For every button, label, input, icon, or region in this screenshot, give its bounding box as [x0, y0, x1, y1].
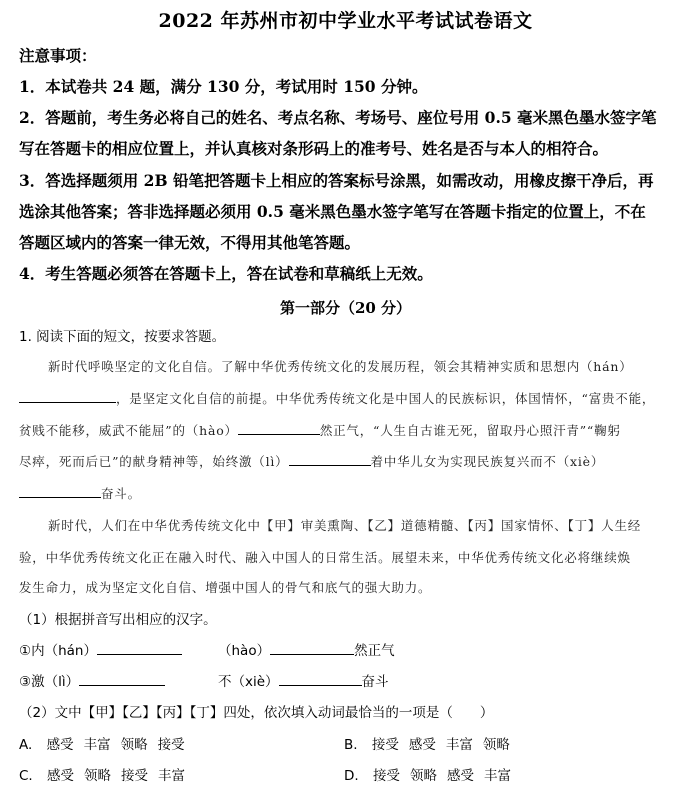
- answer-blank[interactable]: [289, 453, 371, 466]
- passage-line: 尽瘁，死而后已”的献身精神等，始终激（lì） 着中华儿女为实现民族复兴而不（xiè）: [19, 454, 605, 469]
- passage-line: 验，中华优秀传统文化正在融入时代、融入中国人的日常生活。展望未来，中华优秀传统文化必将继续焕: [19, 550, 631, 565]
- notice-heading: 注意事项：: [19, 46, 97, 65]
- passage-line: 奋斗。: [19, 484, 141, 502]
- question-1-prompt: 1. 阅读下面的短文，按要求答题。: [19, 329, 226, 345]
- notice-item: 2．答题前，考生务必将自己的姓名、考点名称、考场号、座位号用 0.5 毫米黑色墨水签字笔: [19, 108, 657, 127]
- passage-line: ，是坚定文化自信的前提。中华优秀传统文化是中国人的民族标识，体国情怀，“富贵不能，: [19, 389, 655, 407]
- pinyin-row: 不（xiè） 奋斗: [218, 674, 389, 690]
- exam-title: 2022 年苏州市初中学业水平考试试卷语文: [158, 10, 533, 32]
- option-d[interactable]: D. 接受 领略 感受 丰富: [344, 768, 511, 784]
- notice-item: 1．本试卷共 24 题，满分 130 分，考试用时 150 分钟。: [19, 77, 428, 96]
- option-b[interactable]: B. 接受 感受 丰富 领略: [344, 737, 510, 753]
- pinyin-row: ③激（lì）: [19, 670, 165, 690]
- answer-blank[interactable]: [279, 673, 362, 686]
- answer-blank[interactable]: [97, 642, 182, 655]
- passage-line: 新时代呼唤坚定的文化自信。了解中华优秀传统文化的发展历程，领会其精神实质和思想内（hán）: [48, 359, 633, 374]
- notice-item: 选涂其他答案；答非选择题必须用 0.5 毫米黑色墨水签字笔写在答题卡指定的位置上，不在: [19, 202, 646, 221]
- sub-question-2-prompt: （2）文中【甲】【乙】【丙】【丁】四处，依次填入动词最恰当的一项是（ ）: [19, 705, 494, 721]
- option-c[interactable]: C. 感受 领略 接受 丰富: [19, 768, 186, 784]
- answer-blank[interactable]: [19, 390, 116, 403]
- pinyin-row: ①内（hán）: [19, 639, 182, 659]
- pinyin-row: （hào） 然正气: [218, 643, 395, 659]
- answer-blank[interactable]: [238, 422, 320, 435]
- answer-blank[interactable]: [19, 485, 101, 498]
- part-one-title: 第一部分（20 分）: [279, 299, 412, 317]
- notice-item: 3．答选择题须用 2B 铅笔把答题卡上相应的答案标号涂黑，如需改动，用橡皮擦干净后，再: [19, 171, 654, 190]
- notice-item: 4．考生答题必须答在答题卡上，答在试卷和草稿纸上无效。: [19, 264, 433, 283]
- notice-item: 答题区域内的答案一律无效，不得用其他笔答题。: [19, 233, 361, 252]
- passage-line: 贫贱不能移，威武不能屈”的（hào） 然正气，“人生自古谁无死，留取丹心照汗青”“鞠躬: [19, 423, 621, 438]
- answer-blank[interactable]: [270, 642, 354, 655]
- passage-line: 新时代，人们在中华优秀传统文化中【甲】审美熏陶、【乙】道德精髓、【丙】国家情怀、【丁】人生经: [48, 518, 642, 533]
- option-a[interactable]: A. 感受 丰富 领略 接受: [19, 737, 185, 753]
- passage-line: 发生命力，成为坚定文化自信、增强中国人的骨气和底气的强大助力。: [19, 580, 432, 595]
- sub-question-1-prompt: （1）根据拼音写出相应的汉字。: [19, 612, 217, 628]
- answer-blank[interactable]: [79, 673, 165, 686]
- notice-item: 写在答题卡的相应位置上，并认真核对条形码上的准考号、姓名是否与本人的相符合。: [19, 139, 609, 158]
